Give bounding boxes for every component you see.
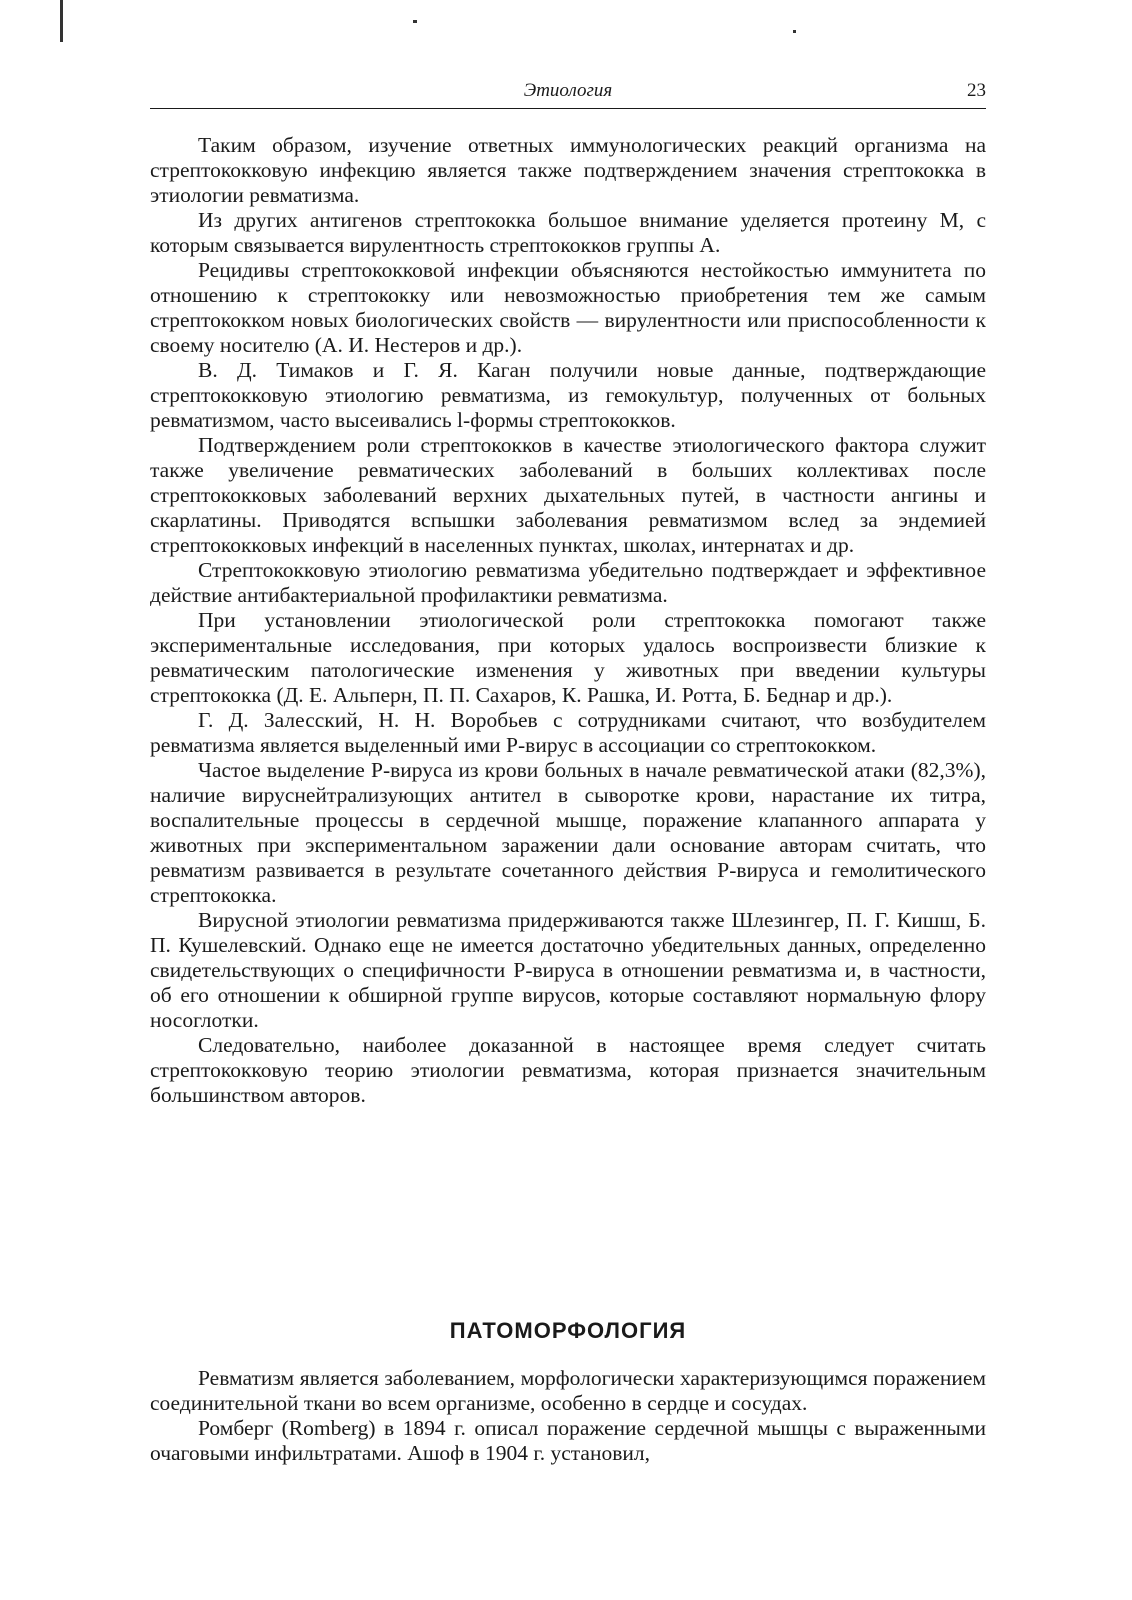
page-number: 23 [967, 80, 986, 101]
scan-speck [60, 0, 63, 42]
section-text [150, 1366, 986, 1466]
paragraph: Ромберг (Romberg) в 1894 г. описал поражение сердечной мышцы с выраженными очаговыми инфильтратами. Ашоф в 1904 г. установил, [150, 1416, 986, 1465]
paragraph: Подтверждением роли стрептококков в качестве этиологического фактора служит также увеличение ревматических заболеваний в больших коллективах после стрептококковых заболеваний верхних дыхательных путей, в частности ангины и скарлатины. Приводятся вспышки заболевания ревматизмом вслед за эндемией стрептококковых инфекций в населенных пунктах, школах, интернатах и др. [150, 433, 986, 557]
page-header [150, 78, 986, 109]
paragraph: Г. Д. Залесский, Н. Н. Воробьев с сотрудниками считают, что возбудителем ревматизма является выделенный ими Р-вирус в ассоциации со стрептококком. [150, 708, 986, 757]
paragraph: Таким образом, изучение ответных иммунологических реакций организма на стрептококковую инфекцию является также подтверждением значения стрептококка в этиологии ревматизма. [150, 133, 986, 207]
running-title: Этиология [523, 80, 613, 101]
paragraph: Частое выделение Р-вируса из крови больных в начале ревматической атаки (82,3%), наличие вируснейтрализующих антител в сыворотке крови, нарастание их титра, воспалительные процессы в сердечной мышце, поражение клапанного аппарата у животных при экспериментальном заражении дали основание авторам считать, что ревматизм развивается в результате сочетанного действия Р-вируса и гемолитического стрептококка. [150, 758, 986, 907]
section-heading: ПАТОМОРФОЛОГИЯ [449, 1318, 687, 1343]
paragraph: Рецидивы стрептококковой инфекции объясняются нестойкостью иммунитета по отношению к стрептококку или невозможностью приобретения тем же самым стрептококком новых биологических свойств — вирулентности или приспособленности к своему носителю (А. И. Нестеров и др.). [150, 258, 986, 357]
paragraph: Стрептококковую этиологию ревматизма убедительно подтверждает и эффективное действие антибактериальной профилактики ревматизма. [150, 558, 986, 607]
paragraph: Из других антигенов стрептококка большое внимание уделяется протеину М, с которым связывается вирулентность стрептококков группы А. [150, 208, 986, 257]
paragraph: Следовательно, наиболее доказанной в настоящее время следует считать стрептококковую теорию этиологии ревматизма, которая признается значительным большинством авторов. [150, 1033, 986, 1107]
scan-speck [793, 30, 796, 33]
paragraph: При установлении этиологической роли стрептококка помогают также экспериментальные исследования, при которых удалось воспроизвести близкие к ревматическим патологические изменения у животных при введении культуры стрептококка (Д. Е. Альперн, П. П. Сахаров, К. Рашка, И. Ротта, Б. Беднар и др.). [150, 608, 986, 707]
paragraph: Вирусной этиологии ревматизма придерживаются также Шлезингер, П. Г. Кишш, Б. П. Кушелевский. Однако еще не имеется достаточно убедительных данных, определенно свидетельствующих о специфичности Р-вируса в отношении ревматизма и, в частности, об его отношении к обширной группе вирусов, которые составляют нормальную флору носоглотки. [150, 908, 986, 1032]
paragraph: Ревматизм является заболеванием, морфологически характеризующимся поражением соединительной ткани во всем организме, особенно в сердце и сосудах. [150, 1366, 986, 1415]
paragraph: В. Д. Тимаков и Г. Я. Каган получили новые данные, подтверждающие стрептококковую этиологию ревматизма, из гемокультур, полученных от больных ревматизмом, часто высеивались l-формы стрептококков. [150, 358, 986, 432]
scan-speck [413, 20, 417, 23]
main-text [150, 133, 986, 1108]
